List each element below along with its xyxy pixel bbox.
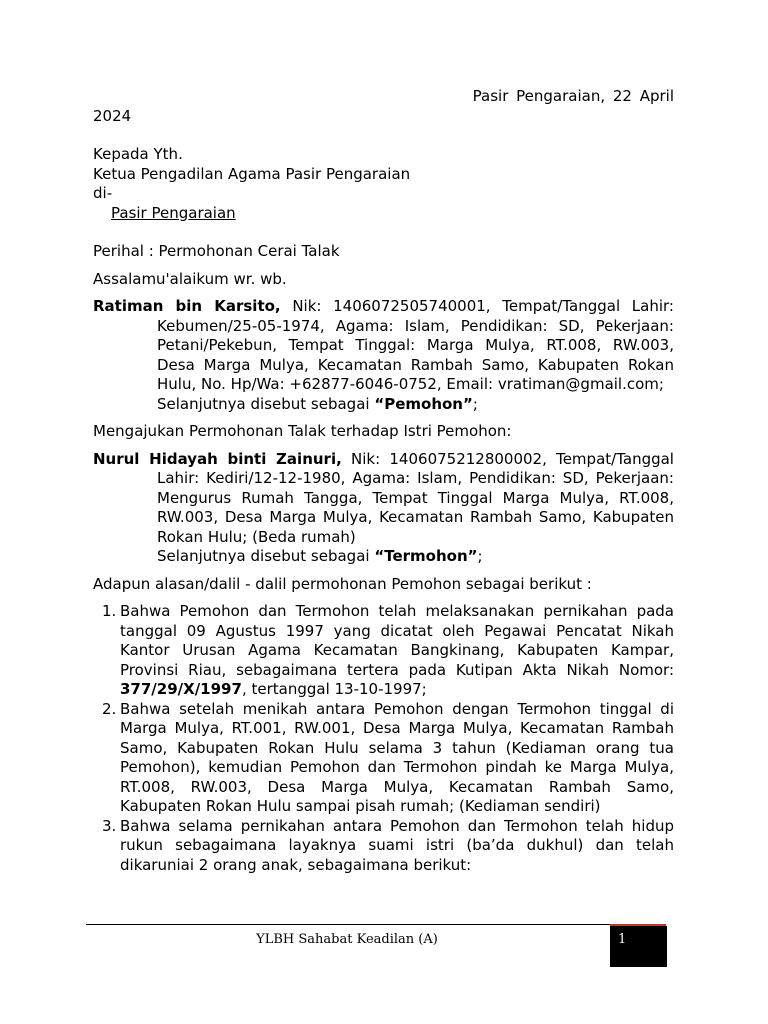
petitioner-details: Nik: 1406072505740001, Tempat/Tanggal Lahir: Kebumen/25-05-1974, Agama: Islam, Pendidikan: SD, Pekerjaan: Petani/Pekebun, Tempat Tinggal: Marga Mulya, RT.008, RW.003, Desa Marga Mulya, Kecamatan Rambah Samo, Kabupaten Rokan Hulu, No. Hp/Wa: +62877-6046-0752, Email: vratiman@gmail.com; xyxy=(157,297,674,393)
addressee-recipient: Ketua Pengadilan Agama Pasir Pengaraian xyxy=(93,164,411,183)
place-date xyxy=(93,87,674,126)
reasons-intro: Adapun alasan/dalil - dalil permohonan Pemohon sebagai berikut : xyxy=(93,574,592,593)
footer-organization: YLBH Sahabat Keadilan (A) xyxy=(256,932,438,947)
respondent-referred: Selanjutnya disebut sebagai “Termohon”; xyxy=(157,547,483,565)
place-date-line1: Pasir Pengaraian, 22 April xyxy=(472,87,674,105)
respondent-name: Nurul Hidayah binti Zainuri, xyxy=(93,449,342,468)
reasons-list xyxy=(93,602,674,875)
place-date-line2: 2024 xyxy=(93,106,132,125)
petitioner-referred: Selanjutnya disebut sebagai “Pemohon”; xyxy=(157,394,478,413)
footer-divider xyxy=(86,924,666,925)
respondent-details: Nik: 1406075212800002, Tempat/Tanggal Lahir: Kediri/12-12-1980, Agama: Islam, Pendidikan: SD, Pekerjaan: Mengurus Rumah Tangga, Tempat Tinggal Marga Mulya, RT.008, RW.003, Desa Marga Mulya, Kecamatan Rambah Samo, Kabupaten Rokan Hulu; (Beda rumah) xyxy=(157,449,674,546)
respondent-identity xyxy=(93,450,674,567)
addressee-di: di- xyxy=(93,184,113,202)
addressee-location: Pasir Pengaraian xyxy=(111,203,236,222)
page-number: 1 xyxy=(618,932,627,947)
page-number-box xyxy=(610,926,667,967)
addressee-greeting: Kepada Yth. xyxy=(93,145,183,163)
petitioner-name: Ratiman bin Karsito, xyxy=(93,297,281,315)
list-item: 2. Bahwa setelah menikah antara Pemohon dengan Termohon tinggal di Marga Mulya, RT.001, RW.001, Desa Marga Mulya, Kecamatan Rambah Samo, Kabupaten Rokan Hulu selama 3 tahun (Kediaman orang tua Pemohon), kemudian Pemohon dan Termohon pindah ke Marga Mulya, RT.008, RW.003, Desa Marga Mulya, Kecamatan Rambah Samo, Kabupaten Rokan Hulu sampai pisah rumah; (Kediaman sendiri) xyxy=(102,699,674,815)
list-item: 3. Bahwa selama pernikahan antara Pemohon dan Termohon telah hidup rukun sebagaimana layaknya suami istri (ba’da dukhul) dan telah dikaruniai 2 orang anak, sebagaimana berikut: xyxy=(102,816,674,874)
list-item: 1. Bahwa Pemohon dan Termohon telah melaksanakan pernikahan pada tanggal 09 Agustus 1997 yang dicatat oleh Pegawai Pencatat Nikah Kantor Urusan Agama Kecamatan Bangkinang, Kabupaten Kampar, Provinsi Riau, sebagaimana tertera pada Kutipan Akta Nikah Nomor: 377/29/X/1997, tertanggal 13-10-1997; xyxy=(102,602,674,698)
subject-line: Perihal : Permohonan Cerai Talak xyxy=(93,242,340,260)
respondent-referred-as: “Termohon” xyxy=(374,547,478,565)
letter-body xyxy=(93,87,674,875)
addressee-block xyxy=(93,145,674,223)
petitioner-identity xyxy=(93,297,674,414)
salutation: Assalamu'alaikum wr. wb. xyxy=(93,269,287,288)
petitioner-referred-as: “Pemohon” xyxy=(374,394,473,413)
respondent-intro: Mengajukan Permohonan Talak terhadap Istri Pemohon: xyxy=(93,422,512,440)
